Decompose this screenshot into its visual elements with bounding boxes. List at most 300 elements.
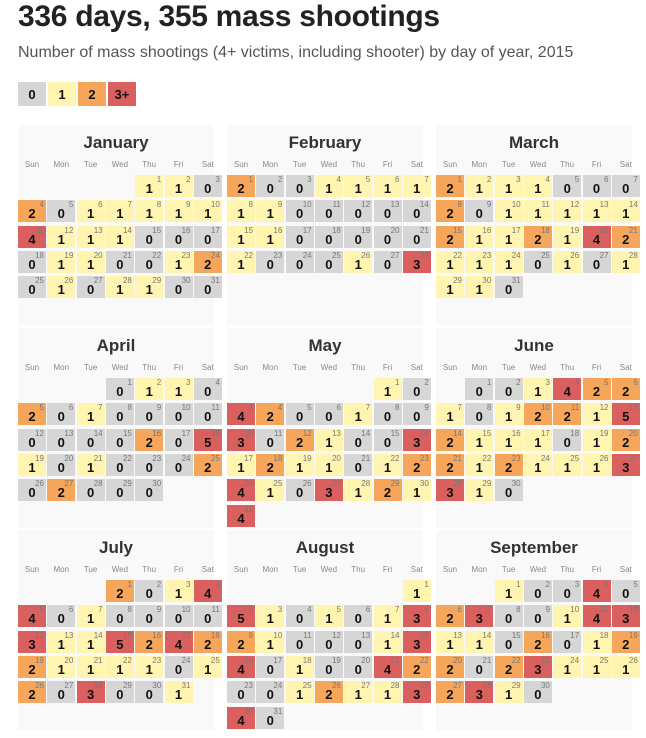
day-date: 14 xyxy=(453,428,462,438)
day-date: 4 xyxy=(307,605,312,615)
day-cell xyxy=(524,200,552,222)
day-value: 0 xyxy=(504,636,513,652)
day-cell xyxy=(286,681,314,703)
day-cell xyxy=(256,479,284,501)
day-value: 0 xyxy=(86,434,95,450)
day-cell xyxy=(77,656,105,678)
day-value: 2 xyxy=(266,409,274,425)
day-date: 4 xyxy=(574,378,580,387)
day-cell xyxy=(465,605,493,627)
day-date: 15 xyxy=(122,630,132,640)
day-value: 1 xyxy=(116,282,124,298)
weekday-label: Thu xyxy=(351,160,366,169)
day-value: 0 xyxy=(325,661,333,677)
day-date: 3 xyxy=(516,175,521,184)
day-value: 0 xyxy=(622,586,630,601)
day-cell xyxy=(436,605,464,627)
day-value: 0 xyxy=(504,611,513,627)
day-value: 2 xyxy=(145,434,153,450)
weekday-label: Sat xyxy=(619,363,632,372)
day-date: 7 xyxy=(486,605,492,615)
day-date: 3 xyxy=(248,403,253,413)
day-date: 27 xyxy=(599,250,609,260)
day-date: 25 xyxy=(210,655,220,665)
day-cell xyxy=(465,681,493,703)
day-value: 1 xyxy=(174,586,183,601)
day-date: 27 xyxy=(331,479,341,489)
day-date: 5 xyxy=(307,403,312,413)
day-date: 28 xyxy=(93,479,103,489)
day-date: 1 xyxy=(127,580,132,589)
weekday-label: Thu xyxy=(142,160,157,169)
day-cell xyxy=(77,200,105,222)
day-date: 4 xyxy=(39,200,44,210)
day-value: 1 xyxy=(592,434,601,450)
day-value: 2 xyxy=(563,409,571,425)
day-date: 9 xyxy=(248,630,253,640)
day-value: 1 xyxy=(622,256,630,272)
day-date: 10 xyxy=(273,630,283,640)
day-date: 4 xyxy=(336,175,341,184)
day-cell xyxy=(583,226,611,248)
day-value: 1 xyxy=(57,636,65,652)
day-date: 2 xyxy=(248,605,253,615)
day-cell xyxy=(524,251,552,273)
day-cell xyxy=(583,378,611,400)
day-cell xyxy=(77,454,105,476)
day-date: 27 xyxy=(361,681,371,691)
day-date: 10 xyxy=(540,403,550,413)
day-date: 18 xyxy=(331,225,341,235)
day-cell xyxy=(227,175,255,197)
day-value: 1 xyxy=(354,485,362,501)
day-date: 11 xyxy=(35,225,44,235)
day-value: 5 xyxy=(622,409,630,425)
day-date: 27 xyxy=(64,479,74,489)
day-date: 29 xyxy=(511,681,521,691)
day-cell xyxy=(194,429,222,451)
day-cell xyxy=(465,631,493,653)
day-cell xyxy=(315,403,343,425)
day-cell xyxy=(47,276,75,298)
day-date: 15 xyxy=(152,225,162,235)
day-cell xyxy=(436,631,464,653)
day-date: 9 xyxy=(486,200,492,210)
day-date: 26 xyxy=(64,276,74,286)
day-date: 26 xyxy=(302,479,312,489)
day-date: 5 xyxy=(68,200,74,210)
day-cell xyxy=(165,429,193,451)
day-cell xyxy=(403,251,431,273)
day-date: 16 xyxy=(152,630,162,640)
day-value: 0 xyxy=(57,409,65,425)
day-cell xyxy=(47,251,75,273)
day-cell xyxy=(194,226,222,248)
day-value: 1 xyxy=(86,256,95,272)
day-value: 0 xyxy=(295,181,304,196)
day-value: 2 xyxy=(622,384,630,399)
day-date: 30 xyxy=(152,681,162,691)
day-date: 6 xyxy=(457,605,462,615)
day-value: 2 xyxy=(446,661,454,677)
day-date: 24 xyxy=(511,250,521,260)
day-value: 1 xyxy=(237,459,245,475)
day-value: 0 xyxy=(86,485,95,501)
day-cell xyxy=(106,580,134,602)
day-date: 12 xyxy=(64,225,74,235)
day-date: 18 xyxy=(302,655,312,665)
day-cell xyxy=(286,605,314,627)
day-cell xyxy=(344,681,372,703)
day-value: 3 xyxy=(475,611,483,627)
day-date: 23 xyxy=(152,655,162,665)
day-value: 3 xyxy=(237,434,245,450)
day-cell xyxy=(135,378,163,400)
day-value: 0 xyxy=(266,661,274,677)
day-value: 4 xyxy=(563,384,571,399)
day-cell xyxy=(135,631,163,653)
day-date: 13 xyxy=(64,428,74,438)
day-cell xyxy=(465,175,493,197)
day-cell xyxy=(495,580,523,602)
weekday-label: Sat xyxy=(410,160,423,169)
day-cell xyxy=(403,631,431,653)
day-cell xyxy=(524,681,552,703)
day-value: 1 xyxy=(145,661,153,677)
day-cell xyxy=(106,200,134,222)
day-cell xyxy=(135,226,163,248)
day-date: 15 xyxy=(482,428,492,438)
day-date: 11 xyxy=(541,200,550,210)
day-date: 2 xyxy=(156,378,162,387)
day-cell xyxy=(106,454,134,476)
day-cell xyxy=(227,479,255,501)
day-cell xyxy=(135,681,163,703)
day-date: 7 xyxy=(633,175,638,184)
day-value: 0 xyxy=(592,256,601,272)
day-date: 30 xyxy=(482,276,492,286)
day-cell xyxy=(165,251,193,273)
day-cell xyxy=(524,656,552,678)
day-value: 1 xyxy=(475,636,483,652)
day-cell xyxy=(106,605,134,627)
day-date: 8 xyxy=(516,605,521,615)
day-value: 3 xyxy=(325,485,333,501)
day-cell xyxy=(495,681,523,703)
day-cell xyxy=(553,378,581,400)
weekday-label: Fri xyxy=(591,160,602,169)
weekday-label: Sat xyxy=(410,565,423,574)
day-value: 1 xyxy=(174,687,183,703)
day-cell xyxy=(227,605,255,627)
day-date: 12 xyxy=(35,630,44,640)
day-cell xyxy=(165,580,193,602)
day-value: 0 xyxy=(28,282,36,298)
day-cell xyxy=(194,403,222,425)
day-cell xyxy=(344,403,372,425)
day-cell xyxy=(465,276,493,298)
day-cell xyxy=(495,631,523,653)
day-cell xyxy=(286,429,314,451)
weekday-label: Mon xyxy=(471,160,488,169)
day-value: 1 xyxy=(475,434,483,450)
day-date: 23 xyxy=(511,453,521,463)
weekday-label: Tue xyxy=(292,565,307,574)
weekday-label: Mon xyxy=(262,363,279,372)
day-value: 2 xyxy=(534,636,542,652)
day-cell xyxy=(106,226,134,248)
weekday-label: Wed xyxy=(320,160,338,169)
day-cell xyxy=(344,175,372,197)
day-cell xyxy=(256,681,284,703)
day-cell xyxy=(18,631,46,653)
day-value: 1 xyxy=(86,459,95,475)
day-value: 0 xyxy=(204,282,212,298)
day-cell xyxy=(227,251,255,273)
day-cell xyxy=(286,226,314,248)
day-date: 3 xyxy=(307,175,312,184)
day-date: 11 xyxy=(570,403,580,413)
day-value: 2 xyxy=(325,687,333,703)
day-cell xyxy=(495,276,523,298)
day-cell xyxy=(344,479,372,501)
day-date: 11 xyxy=(332,200,341,210)
day-value: 2 xyxy=(28,661,36,677)
day-cell xyxy=(436,681,464,703)
day-cell xyxy=(47,454,75,476)
day-date: 28 xyxy=(390,681,400,691)
day-cell xyxy=(18,403,46,425)
weekday-label: Wed xyxy=(111,363,129,372)
day-cell xyxy=(495,605,523,627)
day-cell xyxy=(612,454,640,476)
day-date: 4 xyxy=(604,580,609,589)
weekday-label: Fri xyxy=(382,565,393,574)
day-date: 26 xyxy=(331,681,341,691)
weekday-label: Sun xyxy=(233,565,249,574)
day-value: 2 xyxy=(446,181,454,196)
day-value: 1 xyxy=(86,661,95,677)
day-value: 1 xyxy=(504,586,513,601)
day-value: 0 xyxy=(28,256,36,272)
day-value: 0 xyxy=(204,409,212,425)
day-value: 2 xyxy=(534,409,542,425)
day-value: 0 xyxy=(174,434,183,450)
day-cell xyxy=(374,251,402,273)
day-date: 27 xyxy=(390,250,400,260)
day-value: 1 xyxy=(325,611,333,627)
day-date: 31 xyxy=(210,276,220,286)
day-value: 0 xyxy=(174,231,183,247)
day-date: 28 xyxy=(628,250,638,260)
day-value: 1 xyxy=(413,485,421,501)
day-value: 2 xyxy=(446,459,454,475)
day-date: 13 xyxy=(331,428,341,438)
day-value: 1 xyxy=(563,661,571,677)
day-date: 22 xyxy=(390,453,400,463)
day-cell xyxy=(612,378,640,400)
day-date: 15 xyxy=(122,428,132,438)
day-value: 0 xyxy=(57,434,65,450)
day-date: 23 xyxy=(152,453,162,463)
weekday-label: Thu xyxy=(142,363,157,372)
day-value: 1 xyxy=(534,459,542,475)
day-date: 11 xyxy=(273,428,283,438)
day-value: 1 xyxy=(57,282,65,298)
day-cell xyxy=(135,403,163,425)
weekday-label: Tue xyxy=(292,363,307,372)
day-date: 8 xyxy=(248,200,253,210)
day-value: 1 xyxy=(174,181,183,196)
day-cell xyxy=(165,454,193,476)
day-cell xyxy=(612,251,640,273)
day-value: 0 xyxy=(145,687,153,703)
day-value: 0 xyxy=(475,661,483,677)
day-date: 9 xyxy=(186,200,191,210)
day-value: 1 xyxy=(383,636,392,652)
day-cell xyxy=(495,200,523,222)
day-cell xyxy=(106,631,134,653)
day-date: 20 xyxy=(390,225,400,235)
day-date: 14 xyxy=(122,225,132,235)
day-date: 10 xyxy=(181,605,191,615)
day-cell xyxy=(344,605,372,627)
day-cell xyxy=(286,175,314,197)
day-cell xyxy=(77,605,105,627)
weekday-label: Wed xyxy=(529,363,547,372)
day-date: 14 xyxy=(390,630,400,640)
day-cell xyxy=(495,226,523,248)
day-value: 0 xyxy=(116,485,124,501)
day-value: 1 xyxy=(475,181,483,196)
day-value: 3 xyxy=(475,687,483,703)
day-date: 23 xyxy=(244,681,253,691)
day-cell xyxy=(344,429,372,451)
day-cell xyxy=(47,403,75,425)
day-date: 1 xyxy=(457,175,462,184)
day-date: 20 xyxy=(599,225,609,235)
day-date: 16 xyxy=(482,225,492,235)
day-date: 19 xyxy=(331,655,341,665)
day-cell xyxy=(403,200,431,222)
day-value: 1 xyxy=(86,409,95,425)
day-value: 0 xyxy=(145,231,153,247)
day-cell xyxy=(227,656,255,678)
day-cell xyxy=(165,605,193,627)
day-value: 1 xyxy=(592,636,601,652)
day-cell xyxy=(583,580,611,602)
day-value: 0 xyxy=(174,661,183,677)
day-value: 0 xyxy=(116,434,124,450)
day-value: 0 xyxy=(413,409,421,425)
day-cell xyxy=(612,631,640,653)
day-value: 2 xyxy=(622,434,630,450)
day-cell xyxy=(165,631,193,653)
day-cell xyxy=(77,251,105,273)
day-date: 24 xyxy=(570,655,580,665)
day-date: 29 xyxy=(419,681,429,691)
day-value: 2 xyxy=(446,206,454,222)
day-cell xyxy=(524,429,552,451)
day-cell xyxy=(374,454,402,476)
day-date: 30 xyxy=(419,479,429,489)
day-value: 0 xyxy=(266,434,274,450)
day-date: 2 xyxy=(424,378,429,387)
day-date: 8 xyxy=(127,403,132,413)
day-value: 5 xyxy=(116,636,124,652)
day-date: 3 xyxy=(277,605,283,615)
day-value: 0 xyxy=(354,231,362,247)
day-cell xyxy=(135,175,163,197)
day-cell xyxy=(436,656,464,678)
day-date: 10 xyxy=(570,605,580,615)
day-cell xyxy=(47,681,75,703)
day-date: 12 xyxy=(361,200,371,210)
day-value: 1 xyxy=(504,206,513,222)
day-value: 4 xyxy=(237,712,245,728)
day-value: 1 xyxy=(266,636,274,652)
day-cell xyxy=(194,631,222,653)
day-cell xyxy=(403,454,431,476)
day-cell xyxy=(286,454,314,476)
day-cell xyxy=(553,429,581,451)
day-date: 10 xyxy=(244,428,253,438)
day-value: 0 xyxy=(28,434,36,450)
weekday-label: Sun xyxy=(24,363,40,372)
day-date: 2 xyxy=(186,175,191,184)
day-value: 0 xyxy=(534,586,542,601)
day-date: 2 xyxy=(156,580,162,589)
day-value: 0 xyxy=(116,459,124,475)
day-value: 2 xyxy=(622,636,630,652)
day-date: 22 xyxy=(152,250,162,260)
day-cell xyxy=(465,226,493,248)
day-cell xyxy=(495,378,523,400)
day-date: 11 xyxy=(211,605,220,615)
day-date: 12 xyxy=(302,428,312,438)
day-value: 0 xyxy=(57,206,65,222)
day-value: 0 xyxy=(145,485,153,501)
weekday-label: Thu xyxy=(142,565,157,574)
day-date: 27 xyxy=(453,681,462,691)
day-cell xyxy=(436,226,464,248)
day-cell xyxy=(47,429,75,451)
day-date: 29 xyxy=(482,479,492,489)
day-value: 1 xyxy=(475,256,483,272)
day-value: 0 xyxy=(534,687,542,703)
day-date: 29 xyxy=(122,681,132,691)
weekday-label: Fri xyxy=(173,160,184,169)
day-date: 10 xyxy=(302,200,312,210)
day-date: 29 xyxy=(152,276,162,286)
day-cell xyxy=(612,200,640,222)
day-value: 4 xyxy=(592,611,601,627)
day-cell xyxy=(47,656,75,678)
day-value: 0 xyxy=(145,256,153,272)
weekday-label: Sat xyxy=(201,160,214,169)
day-date: 15 xyxy=(453,225,462,235)
day-cell xyxy=(77,276,105,298)
day-cell xyxy=(227,429,255,451)
day-date: 15 xyxy=(390,428,400,438)
day-date: 23 xyxy=(540,655,550,665)
day-date: 22 xyxy=(122,655,132,665)
weekday-label: Sun xyxy=(442,363,458,372)
day-value: 0 xyxy=(325,256,333,272)
day-cell xyxy=(612,605,640,627)
day-value: 1 xyxy=(592,459,601,475)
day-value: 1 xyxy=(383,687,392,703)
